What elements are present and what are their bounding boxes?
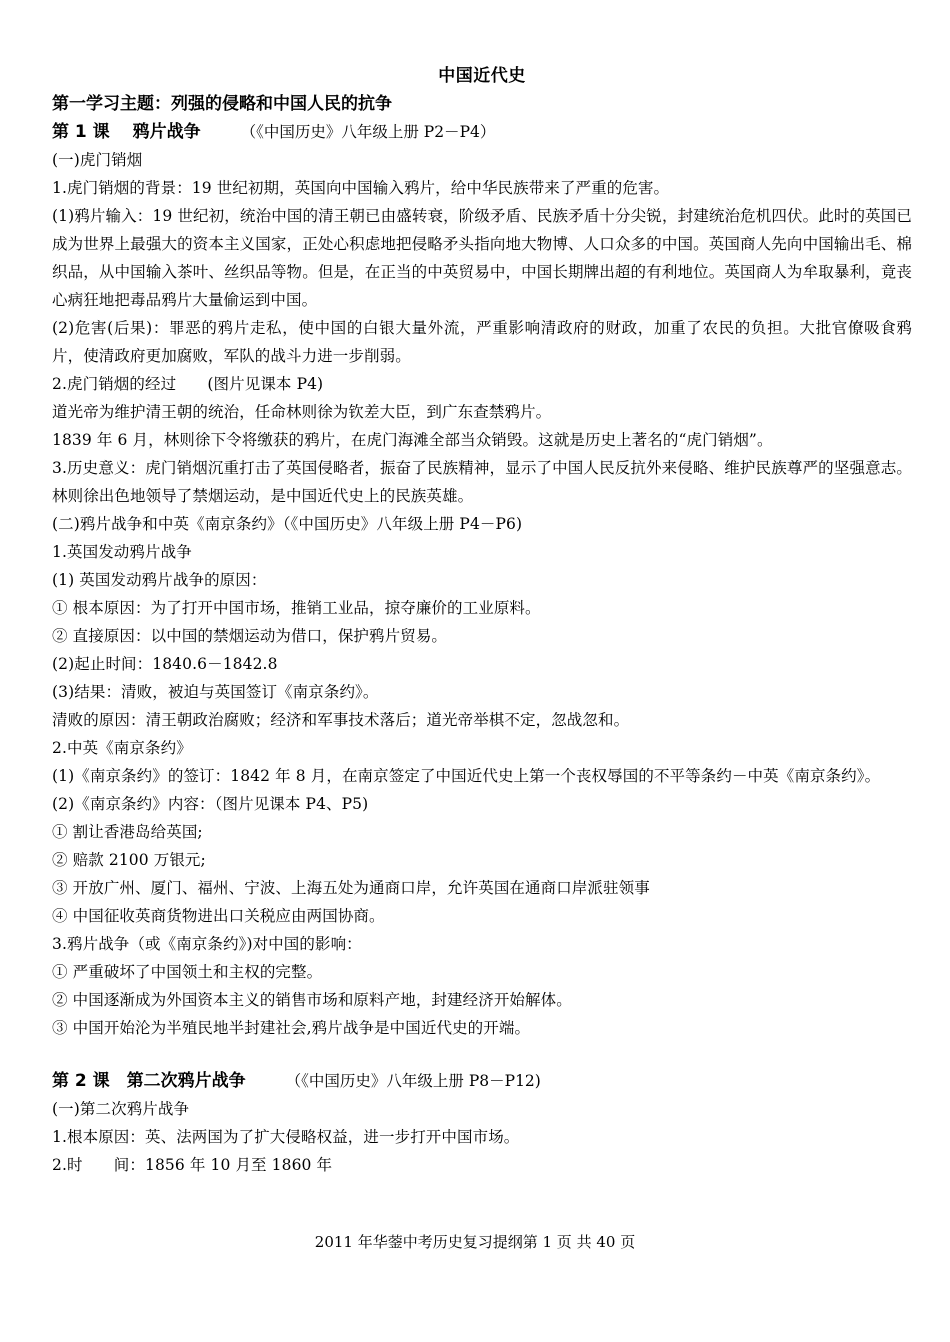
text-line: (一)虎门销烟 [52, 151, 143, 169]
lesson-2-name: 第 2 课 第二次鸦片战争 [52, 1071, 246, 1091]
text-line: 1.根本原因：英、法两国为了扩大侵略权益，进一步打开中国市场。 [52, 1128, 520, 1146]
lesson-1-heading [52, 118, 912, 146]
text-line: (1) 英国发动鸦片战争的原因： [52, 571, 267, 589]
text-paragraph: (2)危害(后果)：罪恶的鸦片走私，使中国的白银大量外流，严重影响清政府的财政，加重了农民的负担。大批官僚吸食鸦片，使清政府更加腐败，军队的战斗力进一步削弱。 [52, 319, 912, 365]
text-paragraph: (1)《南京条约》的签订：1842 年 8 月，在南京签定了中国近代史上第一个丧权辱国的不平等条约－中英《南京条约》。 [52, 767, 881, 785]
text-paragraph: 3.历史意义：虎门销烟沉重打击了英国侵略者，振奋了民族精神，显示了中国人民反抗外来侵略、维护民族尊严的坚强意志。林则徐出色地领导了禁烟运动，是中国近代史上的民族英雄。 [52, 459, 912, 505]
section-spacer [52, 1042, 912, 1067]
text-line: 2.虎门销烟的经过 (图片见课本 P4) [52, 375, 324, 393]
text-line: (3)结果：清败，被迫与英国签订《南京条约》。 [52, 683, 379, 701]
text-line: ① 根本原因：为了打开中国市场，推销工业品，掠夺廉价的工业原料。 [52, 599, 541, 617]
text-line: (二)鸦片战争和中英《南京条约》（《中国历史》八年级上册 P4－P6) [52, 515, 523, 533]
list-item: ④ 中国征收英商货物进出口关税应由两国协商。 [52, 907, 385, 925]
text-line: 2.时 间：1856 年 10 月至 1860 年 [52, 1156, 333, 1174]
text-line: 清败的原因：清王朝政治腐败；经济和军事技术落后；道光帝举棋不定，忽战忽和。 [52, 711, 630, 729]
text-line: 3.鸦片战争（或《南京条约》)对中国的影响： [52, 935, 362, 953]
lesson-2-heading [52, 1067, 912, 1095]
lesson-1-reference: （《中国历史》八年级上册 P2－P4） [240, 123, 496, 141]
list-item: ② 赔款 2100 万银元; [52, 851, 206, 869]
lesson-2-reference: （《中国历史》八年级上册 P8－P12) [285, 1072, 541, 1090]
list-item: ① 严重破坏了中国领土和主权的完整。 [52, 963, 323, 981]
document-title: 中国近代史 [438, 66, 526, 86]
text-line: (一)第二次鸦片战争 [52, 1100, 190, 1118]
text-line: (2)《南京条约》内容：（图片见课本 P4、P5) [52, 795, 369, 813]
text-line: 2.中英《南京条约》 [52, 739, 192, 757]
lesson-2-body [52, 1095, 912, 1179]
text-line: ② 直接原因：以中国的禁烟运动为借口，保护鸦片贸易。 [52, 627, 448, 645]
lesson-1-name: 第 1 课 鸦片战争 [52, 122, 201, 142]
list-item: ② 中国逐渐成为外国资本主义的销售市场和原料产地，封建经济开始解体。 [52, 991, 572, 1009]
lesson-1-body [52, 146, 912, 1042]
text-paragraph: (1)鸦片输入：19 世纪初，统治中国的清王朝已由盛转衰，阶级矛盾、民族矛盾十分尖锐，封建统治危机四伏。此时的英国已成为世界上最强大的资本主义国家，正处心积虑地把侵略矛头指向地大物博、人口众多的中国。英国商人先向中国输出毛、棉织品，从中国输入茶叶、丝织品等物。但是，在正当的中英贸易中，中国长期牌出超的有利地位。英国商人为牟取暴利，竟丧心病狂地把毒品鸦片大量偷运到中国。 [52, 207, 912, 309]
text-line: 1839 年 6 月，林则徐下令将缴获的鸦片，在虎门海滩全部当众销毁。这就是历史上著名的“虎门销烟”。 [52, 431, 773, 449]
document-page [52, 62, 912, 1179]
page-footer: 2011 年华蓥中考历史复习提纲第 1 页 共 40 页 [314, 1233, 636, 1251]
text-line: (2)起止时间：1840.6－1842.8 [52, 655, 278, 673]
text-line: 道光帝为维护清王朝的统治，任命林则徐为钦差大臣，到广东查禁鸦片。 [52, 403, 552, 421]
list-item: ③ 中国开始沦为半殖民地半封建社会,鸦片战争是中国近代史的开端。 [52, 1019, 531, 1037]
text-line: 1.虎门销烟的背景：19 世纪初期，英国向中国输入鸦片，给中华民族带来了严重的危害。 [52, 179, 670, 197]
theme-heading: 第一学习主题：列强的侵略和中国人民的抗争 [52, 94, 392, 114]
list-item: ① 割让香港岛给英国; [52, 823, 203, 841]
text-line: 1.英国发动鸦片战争 [52, 543, 192, 561]
list-item: ③ 开放广州、厦门、福州、宁波、上海五处为通商口岸，允许英国在通商口岸派驻领事 [52, 879, 650, 897]
